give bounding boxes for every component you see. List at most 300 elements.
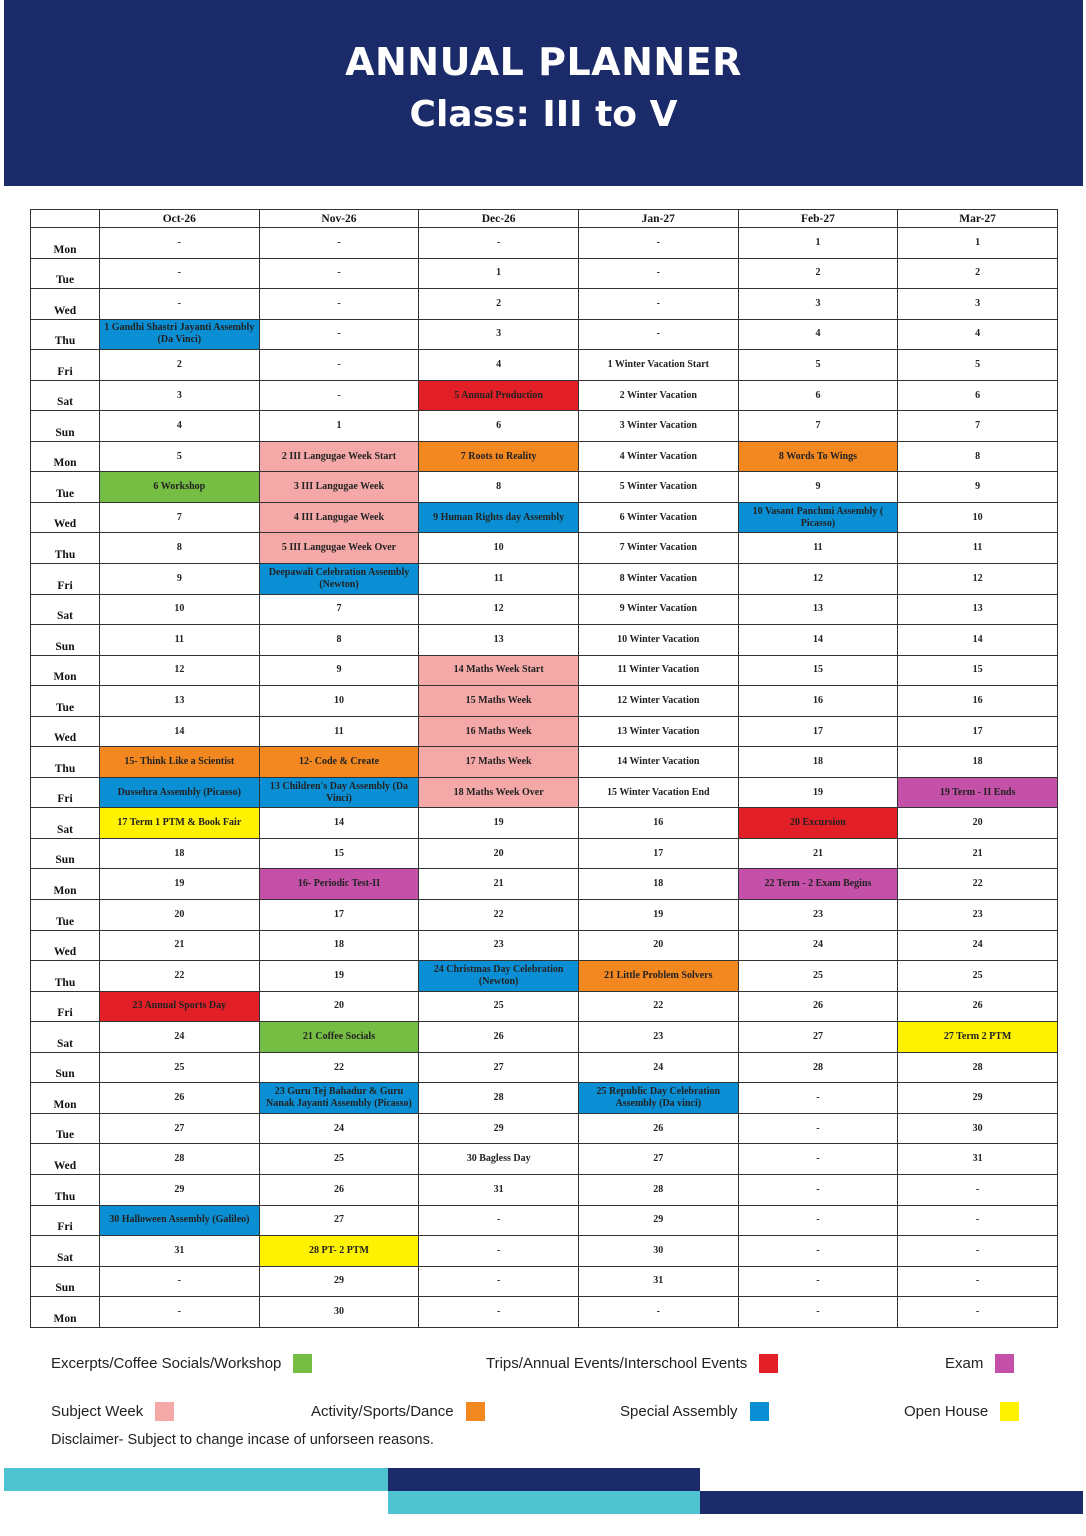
date-cell: 8 Winter Vacation — [578, 564, 738, 595]
date-cell: 15 — [898, 655, 1058, 686]
date-cell: 9 — [898, 472, 1058, 503]
planner-table — [30, 209, 1058, 1328]
weekday-label: Tue — [31, 1113, 100, 1144]
weekday-label: Sun — [31, 625, 100, 656]
date-cell: 8 — [259, 625, 419, 656]
date-cell: - — [898, 1174, 1058, 1205]
planner-row — [31, 1144, 1058, 1175]
date-cell: 19 — [738, 777, 898, 808]
date-cell: 13 — [100, 686, 260, 717]
date-cell: - — [419, 1266, 579, 1297]
date-cell: 25 — [738, 961, 898, 992]
weekday-label: Wed — [31, 716, 100, 747]
event-cell: 16- Periodic Test-II — [259, 869, 419, 900]
date-cell: 28 — [738, 1052, 898, 1083]
weekday-label: Tue — [31, 686, 100, 717]
weekday-label: Sat — [31, 594, 100, 625]
legend-label: Subject Week — [51, 1403, 144, 1420]
date-cell: - — [100, 228, 260, 259]
date-cell: - — [738, 1236, 898, 1267]
planner-row — [31, 441, 1058, 472]
date-cell: 11 — [100, 625, 260, 656]
date-cell: - — [259, 289, 419, 320]
month-header: Nov-26 — [259, 210, 419, 228]
footer-bar-teal-left — [4, 1468, 388, 1491]
weekday-label: Fri — [31, 564, 100, 595]
footer-bar-navy-right — [700, 1491, 1083, 1514]
date-cell: 12 — [738, 564, 898, 595]
date-cell: 2 — [898, 258, 1058, 289]
date-cell: 24 — [100, 1022, 260, 1053]
legend-label: Trips/Annual Events/Interschool Events — [486, 1355, 748, 1372]
event-cell: 12- Code & Create — [259, 747, 419, 778]
date-cell: 31 — [578, 1266, 738, 1297]
weekday-label: Fri — [31, 777, 100, 808]
planner-row — [31, 747, 1058, 778]
date-cell: 25 — [419, 991, 579, 1022]
legend-activity — [311, 1402, 485, 1421]
event-cell: 10 Vasant Panchmi Assembly ( Picasso) — [738, 502, 898, 533]
date-cell: 27 — [100, 1113, 260, 1144]
date-cell: 18 — [100, 838, 260, 869]
date-cell: 29 — [578, 1205, 738, 1236]
date-cell: 27 — [578, 1144, 738, 1175]
event-cell: Deepawali Celebration Assembly (Newton) — [259, 564, 419, 595]
planner-row — [31, 533, 1058, 564]
date-cell: 19 — [259, 961, 419, 992]
planner-row — [31, 869, 1058, 900]
legend-label: Special Assembly — [620, 1403, 738, 1420]
date-cell: 6 Winter Vacation — [578, 502, 738, 533]
weekday-label: Thu — [31, 747, 100, 778]
date-cell: 13 — [898, 594, 1058, 625]
date-cell: 24 — [898, 930, 1058, 961]
weekday-label: Wed — [31, 1144, 100, 1175]
date-cell: 11 — [898, 533, 1058, 564]
date-cell: 9 Winter Vacation — [578, 594, 738, 625]
date-cell: 22 — [259, 1052, 419, 1083]
date-cell: - — [738, 1083, 898, 1114]
date-cell: 18 — [898, 747, 1058, 778]
event-cell: 7 Roots to Reality — [419, 441, 579, 472]
event-cell: 14 Maths Week Start — [419, 655, 579, 686]
date-cell: 4 Winter Vacation — [578, 441, 738, 472]
date-cell: 17 — [259, 900, 419, 931]
date-cell: 18 — [578, 869, 738, 900]
date-cell: 30 — [578, 1236, 738, 1267]
planner-row — [31, 1236, 1058, 1267]
date-cell: 13 Winter Vacation — [578, 716, 738, 747]
date-cell: 28 — [898, 1052, 1058, 1083]
planner-row — [31, 502, 1058, 533]
date-cell: 3 — [738, 289, 898, 320]
date-cell: 11 — [738, 533, 898, 564]
date-cell: 19 — [578, 900, 738, 931]
date-cell: 3 — [898, 289, 1058, 320]
planner-row — [31, 258, 1058, 289]
date-cell: 16 — [578, 808, 738, 839]
date-cell: 20 — [419, 838, 579, 869]
planner-row — [31, 1083, 1058, 1114]
date-cell: 20 — [100, 900, 260, 931]
event-cell: 17 Term 1 PTM & Book Fair — [100, 808, 260, 839]
date-cell: 16 — [898, 686, 1058, 717]
weekday-label: Mon — [31, 655, 100, 686]
planner-row — [31, 1297, 1058, 1328]
weekday-label: Wed — [31, 930, 100, 961]
legend-exam — [945, 1354, 1014, 1373]
date-cell: 23 — [419, 930, 579, 961]
legend-open-house — [904, 1402, 1019, 1421]
weekday-label: Mon — [31, 228, 100, 259]
weekday-label: Mon — [31, 1083, 100, 1114]
weekday-label: Mon — [31, 869, 100, 900]
weekday-label: Sat — [31, 1022, 100, 1053]
date-cell: 9 — [259, 655, 419, 686]
weekday-label: Sat — [31, 380, 100, 411]
date-cell: 26 — [738, 991, 898, 1022]
weekday-label: Wed — [31, 289, 100, 320]
date-cell: - — [100, 1297, 260, 1328]
planner-row — [31, 350, 1058, 381]
planner-row — [31, 564, 1058, 595]
date-cell: 11 — [259, 716, 419, 747]
event-cell: 23 Guru Tej Bahadur & Guru Nanak Jayanti Assembly (Picasso) — [259, 1083, 419, 1114]
planner-row — [31, 686, 1058, 717]
weekday-label: Sun — [31, 838, 100, 869]
date-cell: - — [259, 350, 419, 381]
event-cell: 3 III Langugae Week — [259, 472, 419, 503]
date-cell: 1 — [738, 228, 898, 259]
date-cell: 14 — [259, 808, 419, 839]
month-header: Oct-26 — [100, 210, 260, 228]
planner-row — [31, 930, 1058, 961]
date-cell: 6 — [898, 380, 1058, 411]
weekday-label: Sat — [31, 808, 100, 839]
date-cell: 22 — [898, 869, 1058, 900]
green-swatch — [293, 1354, 312, 1373]
date-cell: 3 — [100, 380, 260, 411]
date-cell: 27 — [259, 1205, 419, 1236]
date-cell: - — [259, 319, 419, 350]
date-cell: 8 — [100, 533, 260, 564]
planner-row — [31, 625, 1058, 656]
planner-row — [31, 961, 1058, 992]
planner-body — [31, 228, 1058, 1328]
date-cell: 9 — [738, 472, 898, 503]
date-cell: 17 — [898, 716, 1058, 747]
date-cell: 29 — [419, 1113, 579, 1144]
date-cell: 12 — [100, 655, 260, 686]
date-cell: 2 — [100, 350, 260, 381]
date-cell: 9 — [100, 564, 260, 595]
corner-cell — [31, 210, 100, 228]
legend-subject-week — [51, 1402, 174, 1421]
planner-row — [31, 319, 1058, 350]
weekday-label: Tue — [31, 472, 100, 503]
event-cell: 5 III Langugae Week Over — [259, 533, 419, 564]
date-cell: 26 — [578, 1113, 738, 1144]
weekday-label: Thu — [31, 319, 100, 350]
event-cell: 2 III Langugae Week Start — [259, 441, 419, 472]
event-cell: 25 Republic Day Celebration Assembly (Da vinci) — [578, 1083, 738, 1114]
date-cell: 14 — [738, 625, 898, 656]
event-cell: 9 Human Rights day Assembly — [419, 502, 579, 533]
event-cell: 15 Maths Week — [419, 686, 579, 717]
date-cell: 7 — [898, 411, 1058, 442]
month-header: Mar-27 — [898, 210, 1058, 228]
date-cell: 23 — [898, 900, 1058, 931]
date-cell: 2 — [738, 258, 898, 289]
date-cell: 19 — [419, 808, 579, 839]
date-cell: 14 — [100, 716, 260, 747]
date-cell: 26 — [100, 1083, 260, 1114]
date-cell: - — [259, 380, 419, 411]
event-cell: 19 Term - II Ends — [898, 777, 1058, 808]
date-cell: 20 — [898, 808, 1058, 839]
planner-row — [31, 472, 1058, 503]
month-header: Feb-27 — [738, 210, 898, 228]
date-cell: 7 Winter Vacation — [578, 533, 738, 564]
date-cell: - — [100, 289, 260, 320]
date-cell: 10 — [419, 533, 579, 564]
weekday-label: Wed — [31, 502, 100, 533]
event-cell: 16 Maths Week — [419, 716, 579, 747]
planner-row — [31, 1052, 1058, 1083]
date-cell: - — [100, 258, 260, 289]
date-cell: 1 — [419, 258, 579, 289]
date-cell: - — [738, 1205, 898, 1236]
yellow-swatch — [1000, 1402, 1019, 1421]
date-cell: 1 — [898, 228, 1058, 259]
date-cell: 6 — [419, 411, 579, 442]
weekday-label: Fri — [31, 350, 100, 381]
page-subtitle: Class: III to V — [409, 94, 678, 135]
date-cell: 13 — [419, 625, 579, 656]
date-cell: 3 Winter Vacation — [578, 411, 738, 442]
date-cell: 26 — [898, 991, 1058, 1022]
date-cell: - — [738, 1174, 898, 1205]
date-cell: 14 — [898, 625, 1058, 656]
planner-row — [31, 380, 1058, 411]
date-cell: 10 — [259, 686, 419, 717]
month-header: Dec-26 — [419, 210, 579, 228]
date-cell: - — [578, 1297, 738, 1328]
page-title: ANNUAL PLANNER — [345, 40, 742, 84]
footer-bar-teal-bottom — [388, 1491, 700, 1514]
date-cell: 23 — [738, 900, 898, 931]
date-cell: 31 — [419, 1174, 579, 1205]
date-cell: 23 — [578, 1022, 738, 1053]
event-cell: 1 Gandhi Shastri Jayanti Assembly (Da Vinci) — [100, 319, 260, 350]
date-cell: 4 — [738, 319, 898, 350]
planner-row — [31, 991, 1058, 1022]
header-banner — [4, 0, 1083, 186]
planner-row — [31, 1174, 1058, 1205]
date-cell: 22 — [100, 961, 260, 992]
date-cell: 5 — [898, 350, 1058, 381]
weekday-label: Thu — [31, 961, 100, 992]
date-cell: 25 — [100, 1052, 260, 1083]
planner-row — [31, 1113, 1058, 1144]
date-cell: 30 — [898, 1113, 1058, 1144]
event-cell: 22 Term - 2 Exam Begins — [738, 869, 898, 900]
planner-row — [31, 1266, 1058, 1297]
date-cell: 4 — [898, 319, 1058, 350]
date-cell: 12 — [898, 564, 1058, 595]
planner-row — [31, 716, 1058, 747]
red-swatch — [759, 1354, 778, 1373]
month-header-row — [31, 210, 1058, 228]
date-cell: 22 — [578, 991, 738, 1022]
month-header: Jan-27 — [578, 210, 738, 228]
date-cell: - — [578, 258, 738, 289]
date-cell: 2 Winter Vacation — [578, 380, 738, 411]
event-cell: 21 Little Problem Solvers — [578, 961, 738, 992]
planner-row — [31, 1022, 1058, 1053]
date-cell: 2 — [419, 289, 579, 320]
date-cell: 4 — [100, 411, 260, 442]
event-cell: 5 Annual Production — [419, 380, 579, 411]
date-cell: 21 — [738, 838, 898, 869]
event-cell: 21 Coffee Socials — [259, 1022, 419, 1053]
date-cell: - — [738, 1266, 898, 1297]
weekday-label: Mon — [31, 1297, 100, 1328]
date-cell: 24 — [578, 1052, 738, 1083]
date-cell: 10 — [898, 502, 1058, 533]
date-cell: 18 — [738, 747, 898, 778]
date-cell: - — [419, 1236, 579, 1267]
planner-row — [31, 808, 1058, 839]
event-cell: 4 III Langugae Week — [259, 502, 419, 533]
date-cell: - — [898, 1266, 1058, 1297]
weekday-label: Sun — [31, 411, 100, 442]
date-cell: - — [738, 1297, 898, 1328]
date-cell: 8 — [419, 472, 579, 503]
date-cell: 26 — [419, 1022, 579, 1053]
event-cell: 28 PT- 2 PTM — [259, 1236, 419, 1267]
event-cell: 17 Maths Week — [419, 747, 579, 778]
event-cell: 8 Words To Wings — [738, 441, 898, 472]
date-cell: 27 — [419, 1052, 579, 1083]
date-cell: - — [419, 1205, 579, 1236]
date-cell: 21 — [419, 869, 579, 900]
date-cell: 24 — [738, 930, 898, 961]
date-cell: 11 Winter Vacation — [578, 655, 738, 686]
planner-row — [31, 289, 1058, 320]
event-cell: 24 Christmas Day Celebration (Newton) — [419, 961, 579, 992]
footer-bar-navy-top — [388, 1468, 700, 1491]
legend-label: Activity/Sports/Dance — [311, 1403, 454, 1420]
legend-special-assembly — [620, 1402, 769, 1421]
event-cell: 23 Annual Sports Day — [100, 991, 260, 1022]
date-cell: 5 — [100, 441, 260, 472]
date-cell: 7 — [259, 594, 419, 625]
date-cell: 28 — [100, 1144, 260, 1175]
date-cell: 11 — [419, 564, 579, 595]
weekday-label: Tue — [31, 900, 100, 931]
date-cell: 20 — [578, 930, 738, 961]
date-cell: 29 — [100, 1174, 260, 1205]
planner-row — [31, 838, 1058, 869]
date-cell: 28 — [578, 1174, 738, 1205]
planner-row — [31, 655, 1058, 686]
date-cell: - — [898, 1236, 1058, 1267]
date-cell: 4 — [419, 350, 579, 381]
purple-swatch — [995, 1354, 1014, 1373]
legend-label: Excerpts/Coffee Socials/Workshop — [51, 1355, 282, 1372]
date-cell: 12 Winter Vacation — [578, 686, 738, 717]
date-cell: 13 — [738, 594, 898, 625]
date-cell: 31 — [100, 1236, 260, 1267]
date-cell: 21 — [898, 838, 1058, 869]
event-cell: 6 Workshop — [100, 472, 260, 503]
event-cell: 20 Excursion — [738, 808, 898, 839]
date-cell: 18 — [259, 930, 419, 961]
date-cell: 16 — [738, 686, 898, 717]
date-cell: - — [100, 1266, 260, 1297]
date-cell: 20 — [259, 991, 419, 1022]
event-cell: 27 Term 2 PTM — [898, 1022, 1058, 1053]
date-cell: 29 — [898, 1083, 1058, 1114]
event-cell: 30 Halloween Assembly (Galileo) — [100, 1205, 260, 1236]
date-cell: 5 — [738, 350, 898, 381]
weekday-label: Sun — [31, 1052, 100, 1083]
event-cell: 15- Think Like a Scientist — [100, 747, 260, 778]
event-cell: Dussehra Assembly (Picasso) — [100, 777, 260, 808]
date-cell: 31 — [898, 1144, 1058, 1175]
date-cell: 22 — [419, 900, 579, 931]
weekday-label: Fri — [31, 991, 100, 1022]
disclaimer-text: Disclaimer- Subject to change incase of unforseen reasons. — [51, 1432, 434, 1448]
planner-row — [31, 411, 1058, 442]
date-cell: - — [578, 289, 738, 320]
date-cell: 15 — [259, 838, 419, 869]
weekday-label: Fri — [31, 1205, 100, 1236]
planner-row — [31, 1205, 1058, 1236]
weekday-label: Tue — [31, 258, 100, 289]
planner-row — [31, 228, 1058, 259]
legend-excerpts — [51, 1354, 312, 1373]
planner-row — [31, 594, 1058, 625]
date-cell: - — [259, 228, 419, 259]
date-cell: - — [419, 1297, 579, 1328]
date-cell: - — [419, 228, 579, 259]
pink-swatch — [155, 1402, 174, 1421]
date-cell: 30 — [259, 1297, 419, 1328]
date-cell: - — [578, 319, 738, 350]
date-cell: - — [259, 258, 419, 289]
legend-label: Open House — [904, 1403, 989, 1420]
date-cell: 15 Winter Vacation End — [578, 777, 738, 808]
date-cell: 7 — [100, 502, 260, 533]
planner-row — [31, 777, 1058, 808]
date-cell: 30 Bagless Day — [419, 1144, 579, 1175]
orange-swatch — [466, 1402, 485, 1421]
legend-label: Exam — [945, 1355, 984, 1372]
date-cell: 17 — [578, 838, 738, 869]
weekday-label: Thu — [31, 1174, 100, 1205]
date-cell: 25 — [898, 961, 1058, 992]
legend-trips — [486, 1354, 778, 1373]
date-cell: 26 — [259, 1174, 419, 1205]
blue-swatch — [750, 1402, 769, 1421]
event-cell: 13 Children's Day Assembly (Da Vinci) — [259, 777, 419, 808]
date-cell: - — [738, 1144, 898, 1175]
date-cell: 27 — [738, 1022, 898, 1053]
date-cell: 21 — [100, 930, 260, 961]
weekday-label: Sat — [31, 1236, 100, 1267]
